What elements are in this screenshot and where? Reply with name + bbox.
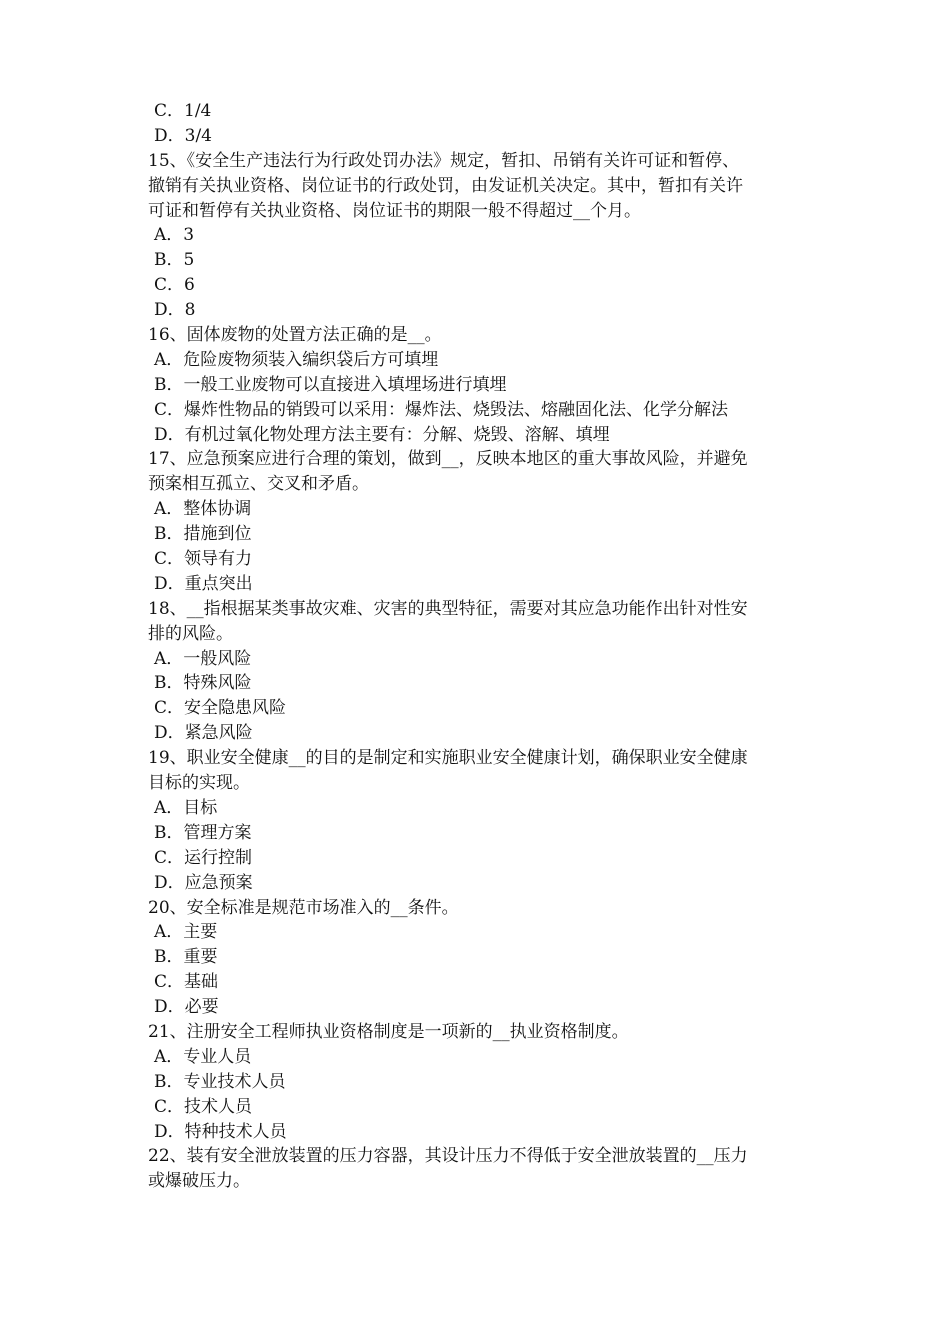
answer-option: D．应急预案: [154, 872, 253, 893]
answer-option: B．措施到位: [154, 524, 252, 545]
question-text-line: 20、安全标准是规范市场准入的__条件。: [148, 897, 459, 918]
question-text-line: 撤销有关执业资格、岗位证书的行政处罚，由发证机关决定。其中，暂扣有关许: [148, 175, 743, 196]
answer-option: C．爆炸性物品的销毁可以采用：爆炸法、烧毁法、熔融固化法、化学分解法: [154, 399, 729, 420]
answer-option: D．重点突出: [154, 573, 253, 594]
answer-option: D．必要: [154, 997, 219, 1018]
question-text-line: 或爆破压力。: [148, 1171, 250, 1192]
answer-option: D．8: [154, 300, 196, 321]
answer-option: A．一般风险: [154, 648, 252, 669]
question-text-line: 19、职业安全健康__的目的是制定和实施职业安全健康计划，确保职业安全健康: [148, 748, 748, 769]
question-text-line: 16、固体废物的处置方法正确的是__。: [148, 325, 442, 346]
question-text-line: 15、《安全生产违法行为行政处罚办法》规定，暂扣、吊销有关许可证和暂停、: [148, 150, 740, 171]
answer-option: B．专业技术人员: [154, 1071, 286, 1092]
answer-option: B．特殊风险: [154, 673, 252, 694]
question-text-line: 17、应急预案应进行合理的策划，做到__，反映本地区的重大事故风险，并避免: [148, 449, 748, 470]
answer-option: B．重要: [154, 947, 218, 968]
answer-option: A．主要: [154, 922, 218, 943]
answer-option: C．1/4: [154, 101, 212, 121]
answer-option: A．目标: [154, 797, 218, 818]
question-text-line: 22、装有安全泄放装置的压力容器，其设计压力不得低于安全泄放装置的__压力: [148, 1146, 748, 1167]
answer-option: B．5: [154, 250, 195, 271]
question-text-line: 可证和暂停有关执业资格、岗位证书的期限一般不得超过__个月。: [148, 200, 641, 221]
question-text-line: 排的风险。: [148, 623, 233, 644]
answer-option: C．运行控制: [154, 847, 253, 868]
answer-option: C．基础: [154, 972, 219, 993]
question-text-line: 预案相互孤立、交叉和矛盾。: [148, 474, 369, 495]
answer-option: B．管理方案: [154, 822, 252, 843]
answer-option: D．特种技术人员: [154, 1121, 287, 1142]
answer-option: A．整体协调: [154, 499, 252, 520]
answer-option: D．有机过氧化物处理方法主要有：分解、烧毁、溶解、填埋: [154, 424, 610, 445]
document-page: [148, 99, 818, 1194]
answer-option: A．危险废物须装入编织袋后方可填埋: [154, 349, 439, 370]
question-text-line: 目标的实现。: [148, 773, 250, 794]
answer-option: A．专业人员: [154, 1046, 252, 1067]
question-text-line: 21、注册安全工程师执业资格制度是一项新的__执业资格制度。: [148, 1021, 629, 1042]
question-text-line: 18、__指根据某类事故灾难、灾害的典型特征，需要对其应急功能作出针对性安: [148, 598, 748, 619]
answer-option: C．技术人员: [154, 1096, 253, 1117]
answer-option: D．3/4: [154, 125, 212, 146]
answer-option: A．3: [154, 225, 195, 246]
answer-option: C．6: [154, 275, 195, 296]
answer-option: C．领导有力: [154, 549, 253, 570]
answer-option: B．一般工业废物可以直接进入填埋场进行填埋: [154, 374, 507, 395]
answer-option: C．安全隐患风险: [154, 698, 287, 719]
answer-option: D．紧急风险: [154, 723, 253, 744]
